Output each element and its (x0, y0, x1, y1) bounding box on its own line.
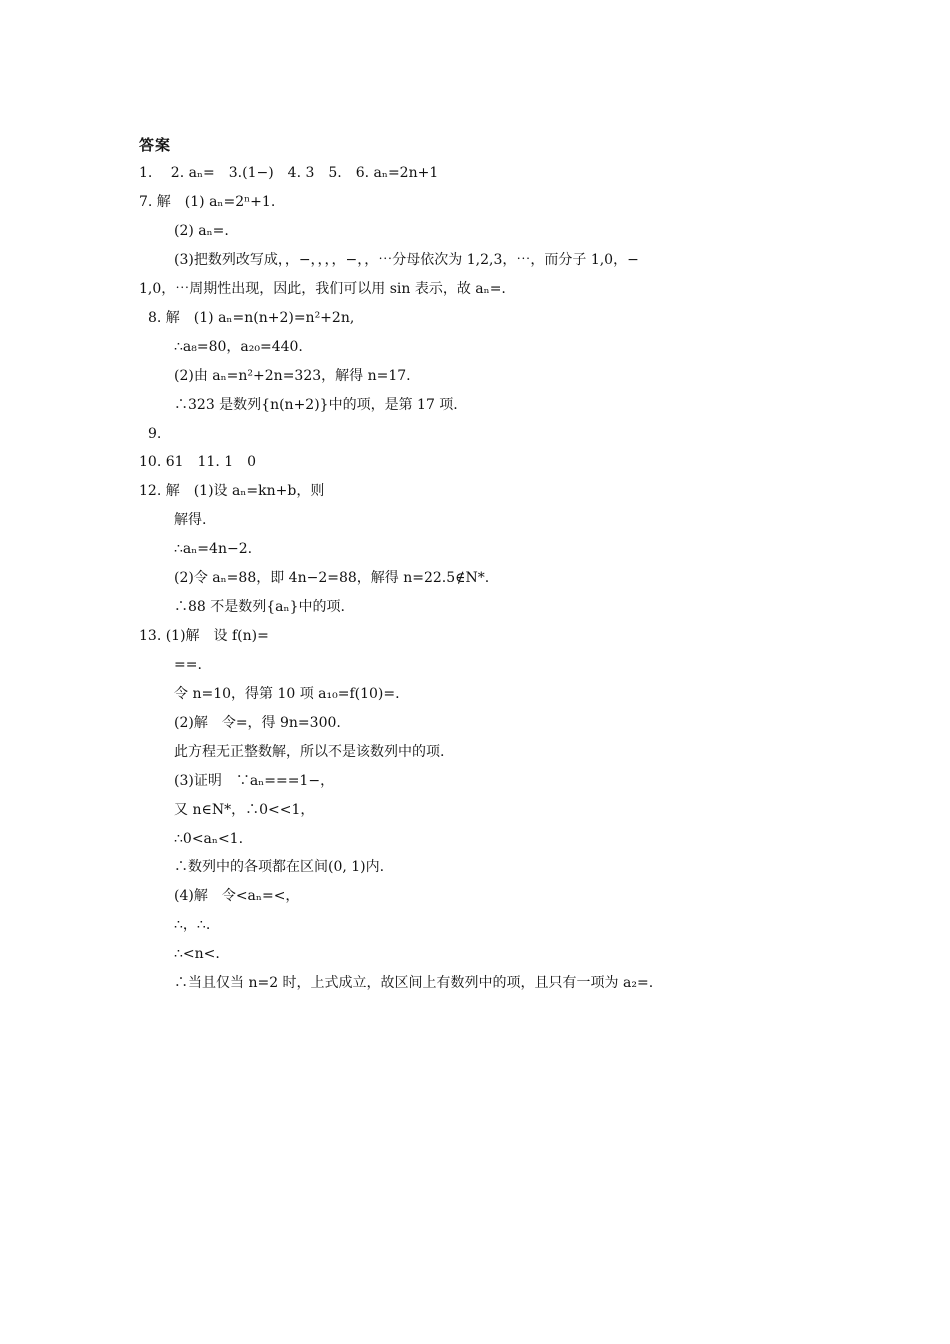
answer-line-8-a: ∴a₈=80，a₂₀=440. (174, 339, 303, 355)
answer-line-8-b: ∴323 是数列{n(n+2)}中的项，是第 17 项. (174, 397, 458, 413)
answer-line-7-3b: 1,0，⋯周期性出现，因此，我们可以用 sin 表示，故 aₙ=. (139, 281, 506, 297)
answer-line-13-f: ∴数列中的各项都在区间(0, 1)内. (174, 859, 385, 875)
answer-line-13: 13. (1)解 设 f(n)= (139, 628, 269, 644)
answer-line-12-a: 解得. (174, 512, 207, 528)
answer-line-1-6: 1. 2. aₙ= 3.(1−) 4. 3 5. 6. aₙ=2n+1 (139, 165, 439, 181)
answer-line-13-h: ∴<n<. (174, 946, 220, 962)
answer-line-13-a: ==. (174, 657, 202, 673)
answer-line-8-2: (2)由 aₙ=n²+2n=323，解得 n=17. (174, 368, 411, 384)
answer-line-9: 9. (148, 426, 162, 442)
answer-line-13-i: ∴当且仅当 n=2 时，上式成立，故区间上有数列中的项，且只有一项为 a₂=. (174, 975, 654, 991)
answer-line-13-d: 又 n∈N*，∴0<<1， (174, 802, 315, 818)
answer-line-8: 8. 解 (1) aₙ=n(n+2)=n²+2n, (148, 310, 355, 326)
answer-line-7-3: (3)把数列改写成，，−，，，，−，，⋯分母依次为 1,2,3，⋯，而分子 1,0，− (174, 252, 639, 268)
answer-line-13-b: 令 n=10，得第 10 项 a₁₀=f(10)=. (174, 686, 400, 702)
answer-line-13-2: (2)解 令=，得 9n=300. (174, 715, 341, 731)
answer-line-13-g: ∴，∴. (174, 917, 211, 933)
answer-line-13-3: (3)证明 ∵aₙ===1−， (174, 773, 335, 789)
answer-line-7: 7. 解 (1) aₙ=2ⁿ+1. (139, 194, 276, 210)
answer-line-12: 12. 解 (1)设 aₙ=kn+b，则 (139, 483, 325, 499)
answer-line-12-2: (2)令 aₙ=88，即 4n−2=88，解得 n=22.5∉N*. (174, 570, 490, 586)
answer-line-13-e: ∴0<aₙ<1. (174, 831, 244, 847)
answer-line-12-b: ∴aₙ=4n−2. (174, 541, 253, 557)
answer-line-7-2: (2) aₙ=. (174, 223, 229, 239)
answer-line-13-4: (4)解 令<aₙ=<， (174, 888, 300, 904)
answer-heading: 答案 (139, 136, 172, 154)
answer-line-12-c: ∴88 不是数列{aₙ}中的项. (174, 599, 345, 615)
answer-line-10-11: 10. 61 11. 1 0 (139, 454, 257, 470)
answer-line-13-c: 此方程无正整数解，所以不是该数列中的项. (174, 744, 445, 760)
